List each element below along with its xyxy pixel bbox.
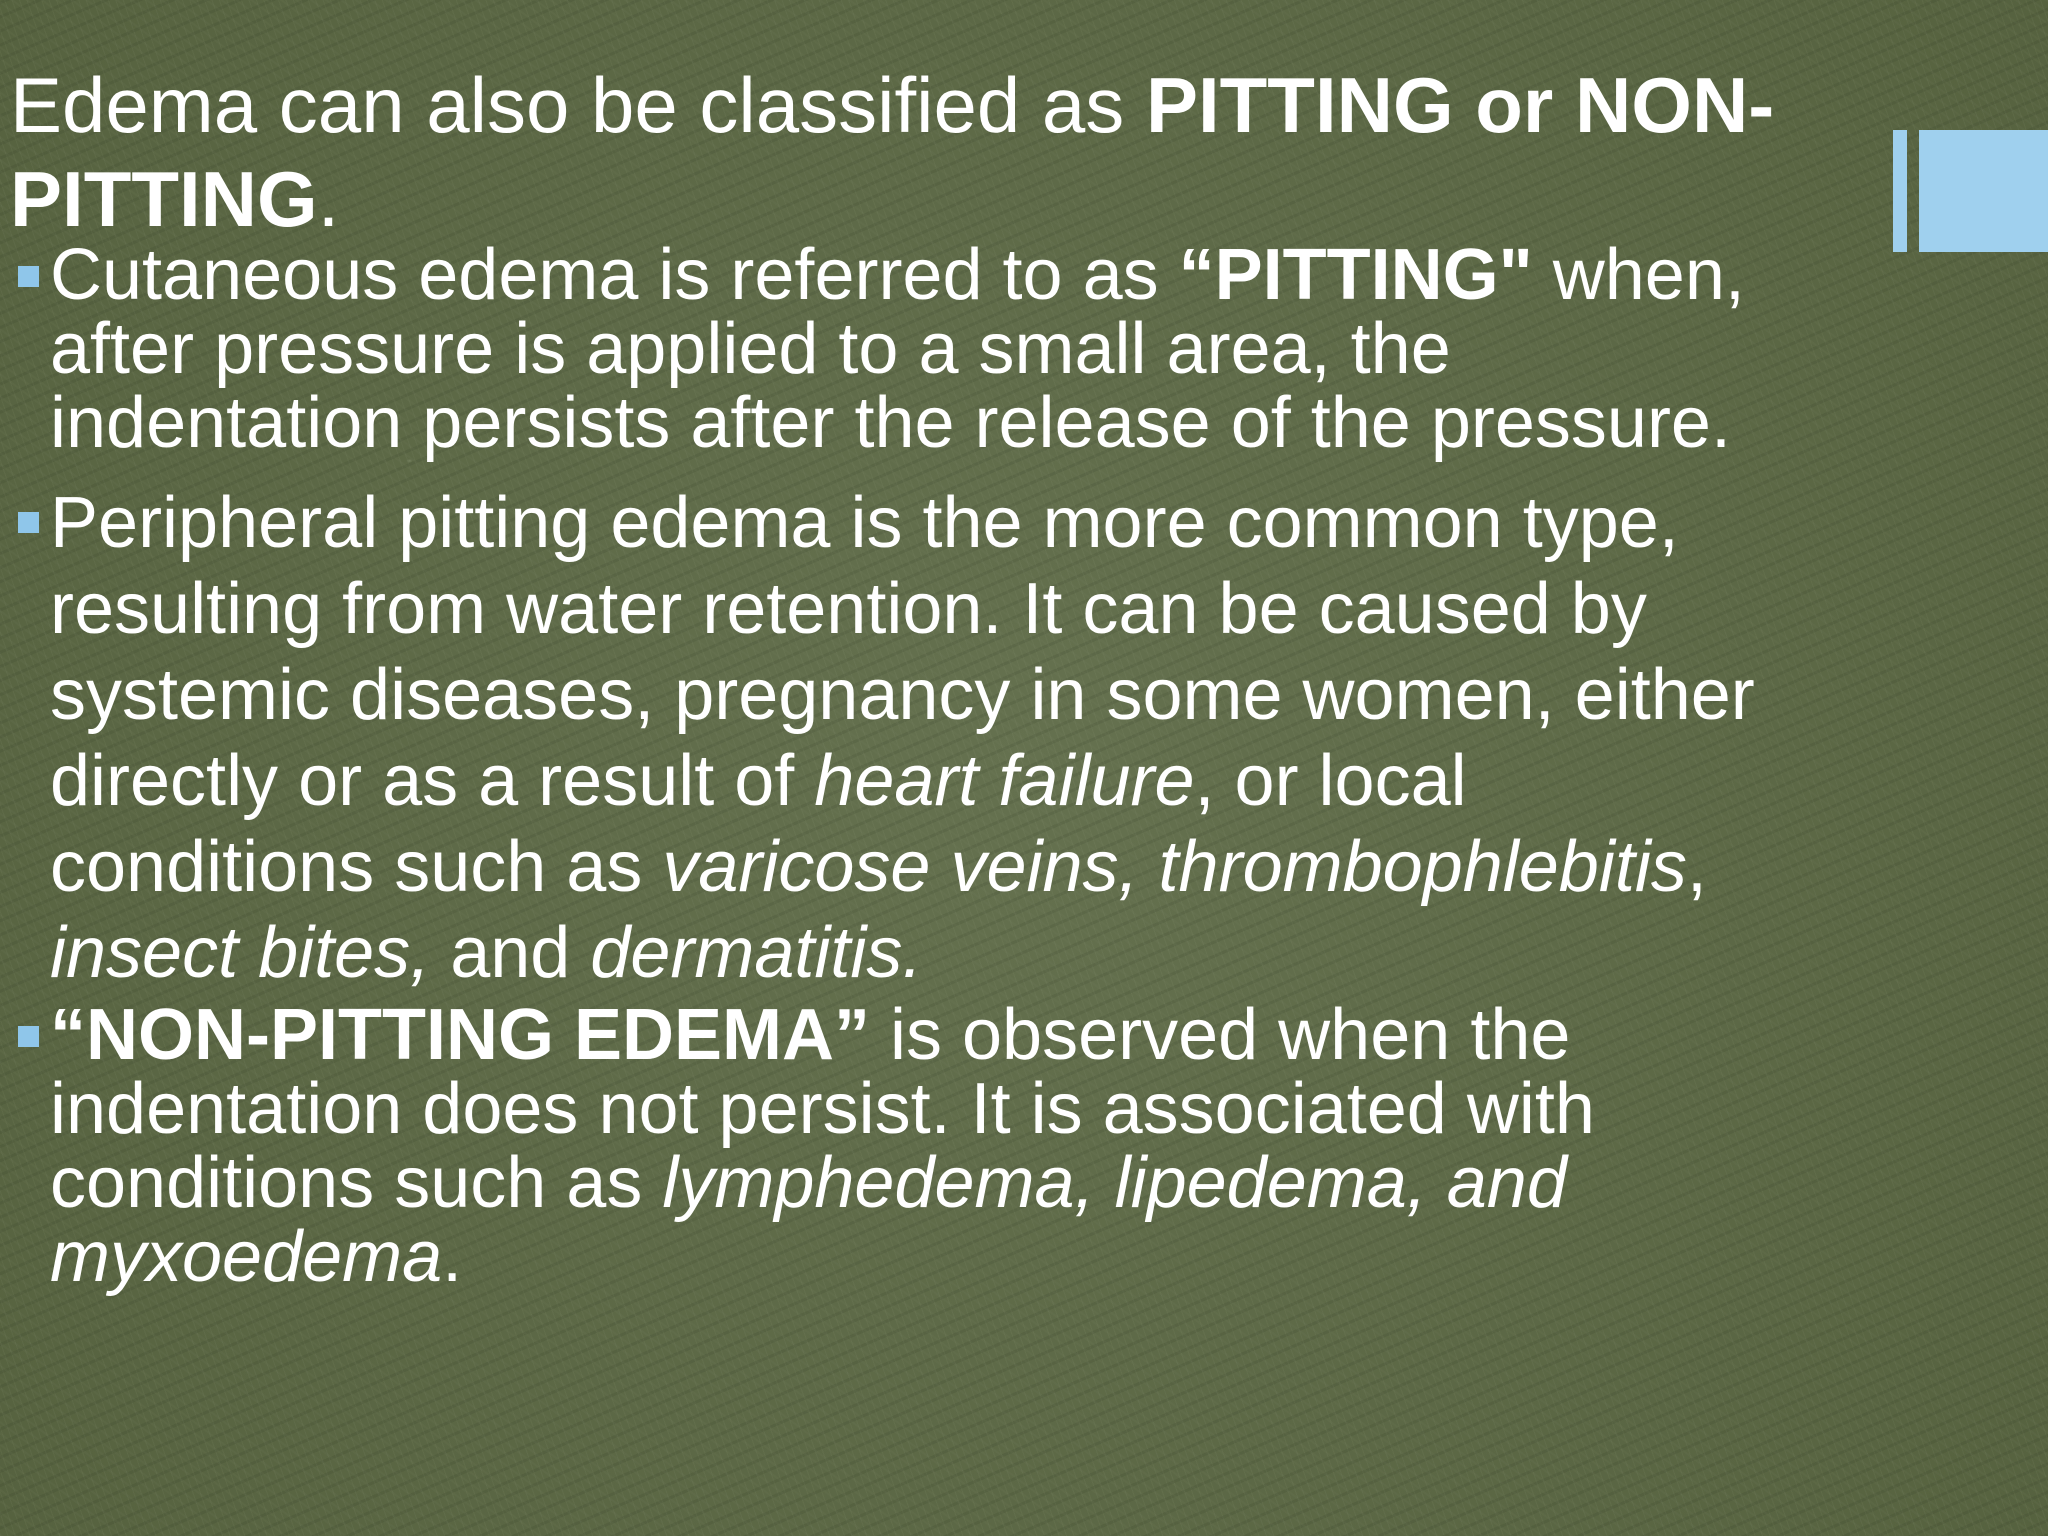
bullet3-line4-end: .: [442, 1217, 463, 1297]
title-bold-line1: PITTING or NON-: [1145, 61, 1775, 149]
bullet2-line5-start: conditions such as: [50, 827, 663, 907]
bullet3-conditions: lymphedema, lipedema, and: [662, 1143, 1567, 1223]
bullet2-local-conditions: varicose veins, thrombophlebitis: [662, 827, 1687, 907]
square-bullet-icon: [18, 512, 39, 533]
bullet3-myxoedema: myxoedema: [50, 1217, 443, 1297]
bullet2-line2: resulting from water retention. It can be caused by: [50, 569, 1647, 649]
slide-title: [10, 58, 1850, 246]
bullet2-line5-end: ,: [1686, 827, 1707, 907]
title-bold-line2: PITTING: [10, 155, 318, 243]
bullet2-insect-bites: insect bites,: [50, 913, 431, 993]
bullet2-line3: systemic diseases, pregnancy in some women, either: [50, 655, 1755, 735]
bullet1-text-end: when,: [1532, 235, 1745, 315]
bullet1-bold-term: “PITTING": [1178, 235, 1533, 315]
bullet3-line3-start: conditions such as: [50, 1143, 663, 1223]
bullet2-heart-failure: heart failure: [814, 741, 1195, 821]
bullet3-bold-term: “NON-PITTING EDEMA”: [50, 995, 870, 1075]
square-bullet-icon: [18, 1026, 39, 1047]
bullet2-line1: Peripheral pitting edema is the more common type,: [50, 483, 1679, 563]
bullet3-line2: indentation does not persist. It is associated with: [50, 1069, 1595, 1149]
title-suffix: .: [317, 155, 340, 243]
bullet1-line2: after pressure is applied to a small area, the: [50, 309, 1451, 389]
bullet1-text-start: Cutaneous edema is referred to as: [50, 235, 1179, 315]
bullet2-line6-mid: and: [430, 913, 591, 993]
bullet-list: [10, 235, 1970, 1297]
title-accent-bar-thin: [1893, 130, 1907, 252]
bullet2-line4-start: directly or as a result of: [50, 741, 815, 821]
bullet3-text-end: is observed when the: [869, 995, 1571, 1075]
bullet1-line3: indentation persists after the release of the pressure.: [50, 383, 1731, 463]
bullet2-dermatitis: dermatitis.: [590, 913, 923, 993]
bullet-peripheral-pitting: [10, 480, 1970, 996]
bullet-pitting-definition: [10, 235, 1970, 463]
title-accent-bar-wide: [1919, 130, 2048, 252]
square-bullet-icon: [18, 266, 39, 287]
bullet-non-pitting: [10, 995, 1970, 1297]
title-prefix: Edema can also be classified as: [10, 61, 1146, 149]
bullet2-line4-end: , or local: [1194, 741, 1467, 821]
